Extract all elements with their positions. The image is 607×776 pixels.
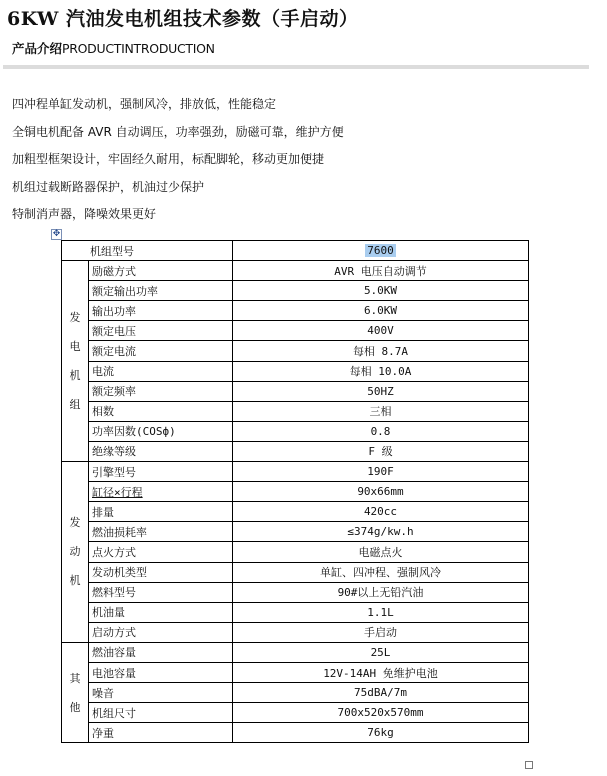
table-row [62, 421, 529, 441]
table-row [62, 482, 529, 502]
table-row [62, 301, 529, 321]
spec-table [61, 240, 529, 743]
table-row [62, 542, 529, 562]
param-value: 电磁点火 [233, 542, 529, 562]
param-label: 启动方式 [89, 622, 233, 642]
table-row [62, 341, 529, 361]
table-row [62, 602, 529, 622]
param-value: 每相 8.7A [233, 341, 529, 361]
param-value: 76kg [233, 723, 529, 743]
table-move-handle-icon[interactable]: ✥ [52, 229, 61, 239]
table-row [62, 703, 529, 723]
param-label: 燃料型号 [89, 582, 233, 602]
table-row [62, 361, 529, 381]
model-label: 机组型号 [62, 241, 233, 261]
param-label: 燃油损耗率 [89, 522, 233, 542]
table-row [62, 683, 529, 703]
param-label: 额定频率 [89, 381, 233, 401]
table-row [62, 662, 529, 682]
feature-item: 特制消声器，降噪效果更好 [12, 207, 157, 221]
param-value: ≤374g/kw.h [233, 522, 529, 542]
param-label: 排量 [89, 502, 233, 522]
param-label: 额定输出功率 [89, 281, 233, 301]
param-label: 额定电压 [89, 321, 233, 341]
param-value: 0.8 [233, 421, 529, 441]
param-value: 6.0KW [233, 301, 529, 321]
table-row [62, 401, 529, 421]
group-name: 发 电 机 组 [69, 311, 81, 412]
feature-item: 加粗型框架设计，牢固经久耐用，标配脚轮，移动更加便捷 [12, 152, 325, 166]
param-value: 三相 [233, 401, 529, 421]
divider [3, 65, 589, 69]
param-value: F 级 [233, 441, 529, 461]
table-row [62, 622, 529, 642]
param-value: AVR 电压自动调节 [233, 261, 529, 281]
subtitle-en: PRODUCTINTRODUCTION [62, 41, 215, 56]
param-label: 机组尺寸 [89, 703, 233, 723]
spec-table-container [61, 240, 529, 743]
table-row [62, 261, 529, 281]
param-label: 机油量 [89, 602, 233, 622]
feature-list [12, 91, 344, 229]
param-label: 发动机类型 [89, 562, 233, 582]
param-value: 单缸、四冲程、强制风冷 [233, 562, 529, 582]
feature-item: 全铜电机配备 AVR 自动调压，功率强劲，励磁可靠，维护方便 [12, 124, 344, 139]
group-label-other [62, 642, 89, 742]
param-value: 190F [233, 462, 529, 482]
param-value: 25L [233, 642, 529, 662]
table-row [62, 281, 529, 301]
param-label: 燃油容量 [89, 642, 233, 662]
page-title: 6KW 汽油发电机组技术参数（手启动） [7, 8, 359, 30]
feature-item: 四冲程单缸发动机，强制风冷，排放低，性能稳定 [12, 97, 277, 111]
param-value: 手启动 [233, 622, 529, 642]
param-value: 每相 10.0A [233, 361, 529, 381]
model-value[interactable]: 7600 [367, 244, 394, 258]
param-label: 缸径×行程 [89, 482, 233, 502]
table-resize-handle[interactable] [525, 761, 533, 769]
param-value: 1.1L [233, 602, 529, 622]
table-row [62, 502, 529, 522]
table-row [62, 582, 529, 602]
group-name: 发 动 机 [69, 516, 81, 588]
param-label: 电池容量 [89, 662, 233, 682]
model-value-cell[interactable] [233, 241, 529, 261]
table-row [62, 241, 529, 261]
table-row [62, 381, 529, 401]
param-label: 额定电流 [89, 341, 233, 361]
param-label: 励磁方式 [89, 261, 233, 281]
table-row [62, 522, 529, 542]
param-value: 12V-14AH 免维护电池 [233, 662, 529, 682]
param-label: 输出功率 [89, 301, 233, 321]
param-value: 90x66mm [233, 482, 529, 502]
feature-item: 机组过载断路器保护，机油过少保护 [12, 179, 205, 194]
param-label: 电流 [89, 361, 233, 381]
param-label: 净重 [89, 723, 233, 743]
param-value: 75dBA/7m [233, 683, 529, 703]
subtitle-cn: 产品介绍 [12, 41, 63, 56]
table-row [62, 321, 529, 341]
group-name: 其 他 [69, 671, 81, 714]
group-label-engine [62, 462, 89, 643]
param-value: 400V [233, 321, 529, 341]
param-value: 50HZ [233, 381, 529, 401]
table-row [62, 642, 529, 662]
table-row [62, 441, 529, 461]
param-label: 功率因数(COSф) [89, 421, 233, 441]
section-subtitle [12, 39, 215, 57]
group-label-generator [62, 261, 89, 462]
param-value: 5.0KW [233, 281, 529, 301]
param-value: 700x520x570mm [233, 703, 529, 723]
param-value: 420cc [233, 502, 529, 522]
table-row [62, 562, 529, 582]
param-label: 引擎型号 [89, 462, 233, 482]
param-label: 绝缘等级 [89, 441, 233, 461]
param-label: 点火方式 [89, 542, 233, 562]
param-value: 90#以上无铅汽油 [233, 582, 529, 602]
table-row [62, 723, 529, 743]
param-label: 噪音 [89, 683, 233, 703]
param-label: 相数 [89, 401, 233, 421]
table-row [62, 462, 529, 482]
